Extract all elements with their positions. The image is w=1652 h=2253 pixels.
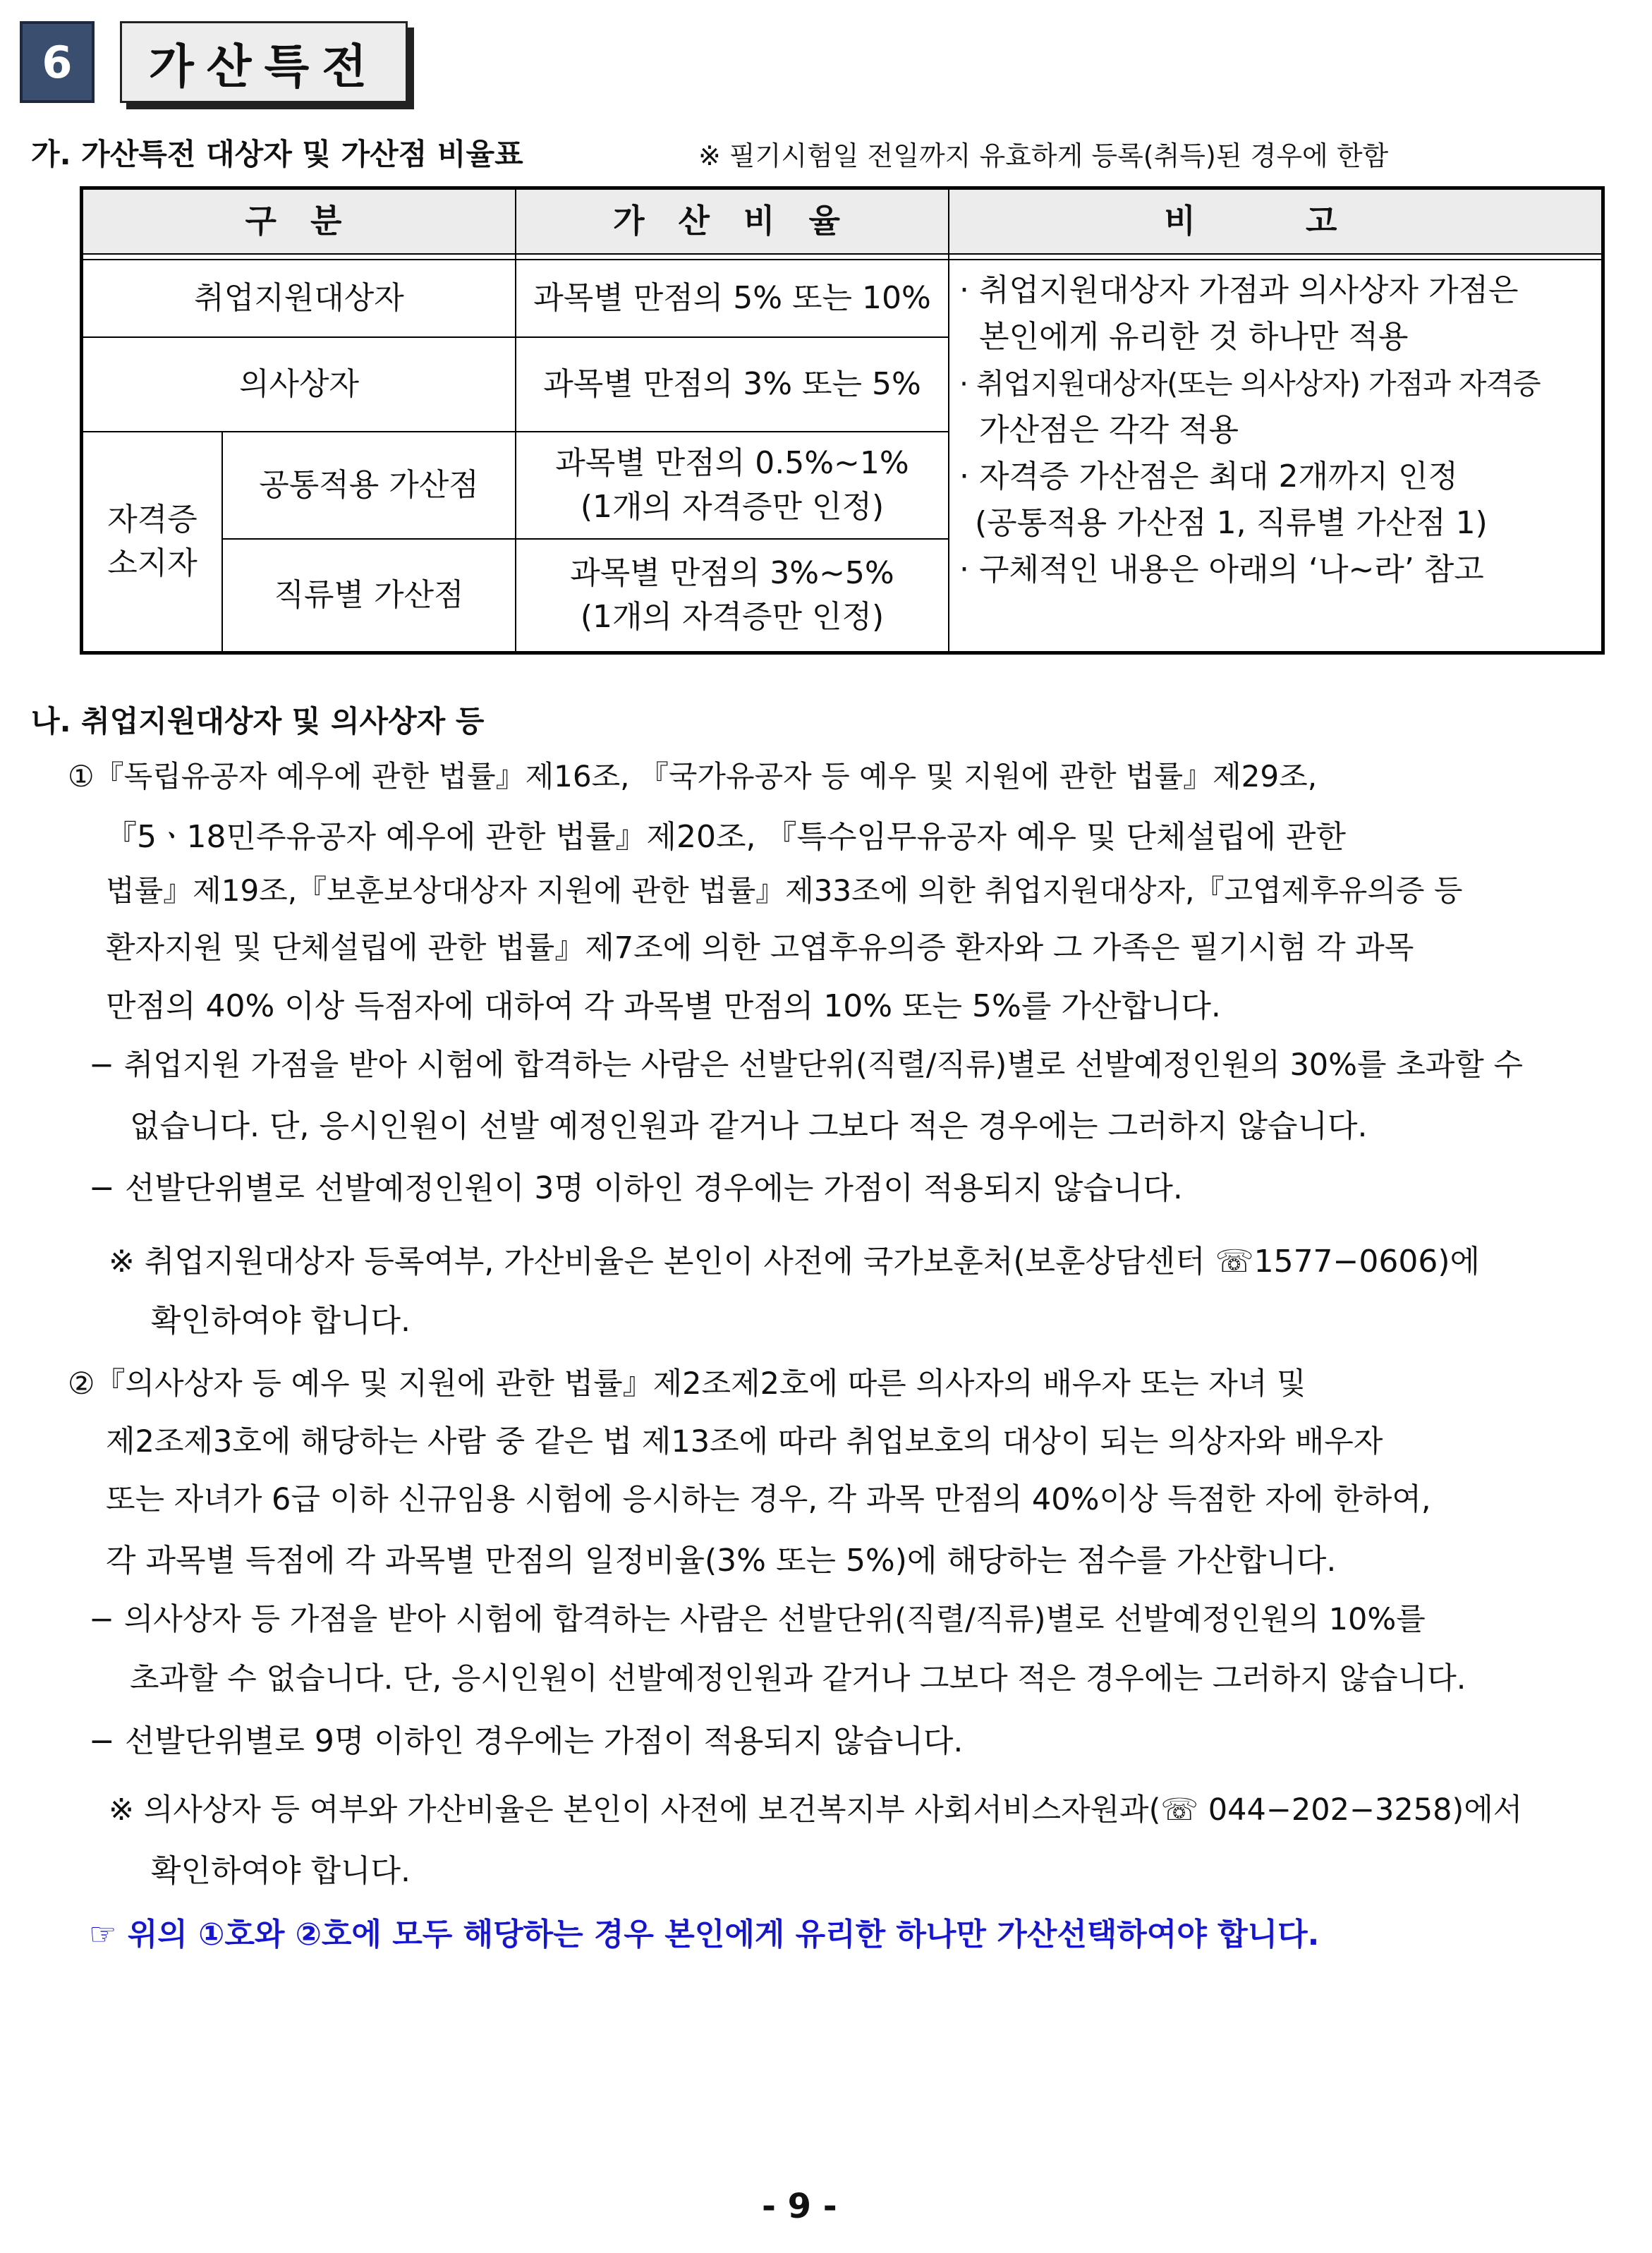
row-specialty-bonus-category: 직류별 가산점 xyxy=(274,576,464,613)
ratio-line: (1개의 자격증만 인정) xyxy=(580,599,885,635)
header-category: 구 분 xyxy=(245,202,353,241)
row-employment-support-ratio: 과목별 만점의 5% 또는 10% xyxy=(533,279,931,316)
item2-line: 각 과목별 득점에 각 과목별 만점의 일정비율(3% 또는 5%)에 해당하는 점수를 가산합니다. xyxy=(106,1543,1337,1579)
part-a-note: ※ 필기시험일 전일까지 유효하게 등록(취득)된 경우에 한함 xyxy=(698,140,1389,171)
item1-note-line: ※ 취업지원대상자 등록여부, 가산비율은 본인이 사전에 국가보훈처(보훈상담센터 ☏1577−0606)에 xyxy=(109,1244,1481,1280)
remarks-cell xyxy=(949,267,1608,652)
remark-line: · 구체적인 내용은 아래의 ‘나~라’ 참고 xyxy=(959,552,1484,588)
item2-line: ②『의사상자 등 예우 및 지원에 관한 법률』제2조제2호에 따른 의사자의 배우자 또는 자녀 및 xyxy=(68,1366,1306,1402)
row-specialty-bonus-ratio xyxy=(516,540,948,651)
row-injured-category: 의사상자 xyxy=(238,365,359,402)
item1-note-line: 확인하여야 합니다. xyxy=(151,1303,411,1339)
remark-line: · 취업지원대상자(또는 의사상자) 가점과 자격증 xyxy=(959,367,1541,401)
row-common-bonus-ratio xyxy=(516,432,948,538)
remark-line: (공통적용 가산점 1, 직류별 가산점 1) xyxy=(975,505,1488,541)
part-a-heading: 가. 가산특전 대상자 및 가산점 비율표 xyxy=(31,137,523,171)
item1-line: 만점의 40% 이상 득점자에 대하여 각 과목별 만점의 10% 또는 5%를 가산합니다. xyxy=(106,988,1221,1024)
ratio-line: (1개의 자격증만 인정) xyxy=(580,489,885,525)
ratio-line: 과목별 만점의 0.5%~1% xyxy=(555,444,909,481)
ratio-line: 과목별 만점의 3%~5% xyxy=(570,554,894,591)
item2-line: 또는 자녀가 6급 이하 신규임용 시험에 응시하는 경우, 각 과목 만점의 40%이상 득점한 자에 한하여, xyxy=(106,1482,1431,1517)
section-number-badge: 6 xyxy=(20,21,95,103)
remark-line: 가산점은 각각 적용 xyxy=(979,412,1239,448)
item2-dash-line: − 선발단위별로 9명 이하인 경우에는 가점이 적용되지 않습니다. xyxy=(89,1723,964,1759)
item1-line: 환자지원 및 단체설립에 관한 법률』제7조에 의한 고엽후유의증 환자와 그 가족은 필기시험 각 과목 xyxy=(106,930,1414,966)
row-common-bonus-category: 공통적용 가산점 xyxy=(259,466,479,503)
item2-dash-line: 초과할 수 없습니다. 단, 응시인원이 선발예정인원과 같거나 그보다 적은 경우에는 그러하지 않습니다. xyxy=(130,1661,1466,1696)
remark-line: · 취업지원대상자 가점과 의사상자 가점은 xyxy=(959,272,1519,308)
item1-dash-line: 없습니다. 단, 응시인원이 선발 예정인원과 같거나 그보다 적은 경우에는 그러하지 않습니다. xyxy=(130,1108,1368,1144)
section-title: 가산특전 xyxy=(120,21,408,103)
part-b-heading: 나. 취업지원대상자 및 의사상자 등 xyxy=(31,704,485,739)
item2-note-line: ※ 의사상자 등 여부와 가산비율은 본인이 사전에 보건복지부 사회서비스자원과(☏ 044−202−3258)에서 xyxy=(109,1792,1523,1828)
page-number: - 9 - xyxy=(762,2187,837,2226)
item1-line: ①『독립유공자 예우에 관한 법률』제16조, 『국가유공자 등 예우 및 지원에 관한 법률』제29조, xyxy=(68,759,1318,794)
item2-line: 제2조제3호에 해당하는 사람 중 같은 법 제13조에 따라 취업보호의 대상이 되는 의상자와 배우자 xyxy=(106,1424,1383,1459)
row-injured-ratio: 과목별 만점의 3% 또는 5% xyxy=(543,365,921,402)
header-remarks: 비 고 xyxy=(1164,202,1387,241)
bonus-table xyxy=(80,186,1605,655)
header-ratio: 가 산 비 율 xyxy=(613,202,851,241)
item1-line: 『5ㆍ18민주유공자 예우에 관한 법률』제20조, 『특수임무유공자 예우 및 단체설립에 관한 xyxy=(106,819,1346,855)
row-employment-support-category: 취업지원대상자 xyxy=(194,279,404,316)
remark-line: · 자격증 가산점은 최대 2개까지 인정 xyxy=(959,459,1458,494)
header-double-rule xyxy=(83,253,1601,260)
item1-dash-line: − 취업지원 가점을 받아 시험에 합격하는 사람은 선발단위(직렬/직류)별로 선발예정인원의 30%를 초과할 수 xyxy=(89,1047,1524,1083)
row-certificate-group: 자격증 소지자 xyxy=(107,501,198,581)
item1-line: 법률』제19조,『보훈보상대상자 지원에 관한 법률』제33조에 의한 취업지원대상자,『고엽제후유의증 등 xyxy=(106,873,1463,908)
remark-line: 본인에게 유리한 것 하나만 적용 xyxy=(979,319,1409,355)
item2-dash-line: − 의사상자 등 가점을 받아 시험에 합격하는 사람은 선발단위(직렬/직류)별로 선발예정인원의 10%를 xyxy=(89,1602,1426,1637)
item2-note-line: 확인하여야 합니다. xyxy=(151,1853,411,1889)
emphasis-note: ☞ 위의 ①호와 ②호에 모두 해당하는 경우 본인에게 유리한 하나만 가산선택하여야 합니다. xyxy=(89,1917,1320,1953)
item1-dash-line: − 선발단위별로 선발예정인원이 3명 이하인 경우에는 가점이 적용되지 않습니다. xyxy=(89,1170,1183,1206)
